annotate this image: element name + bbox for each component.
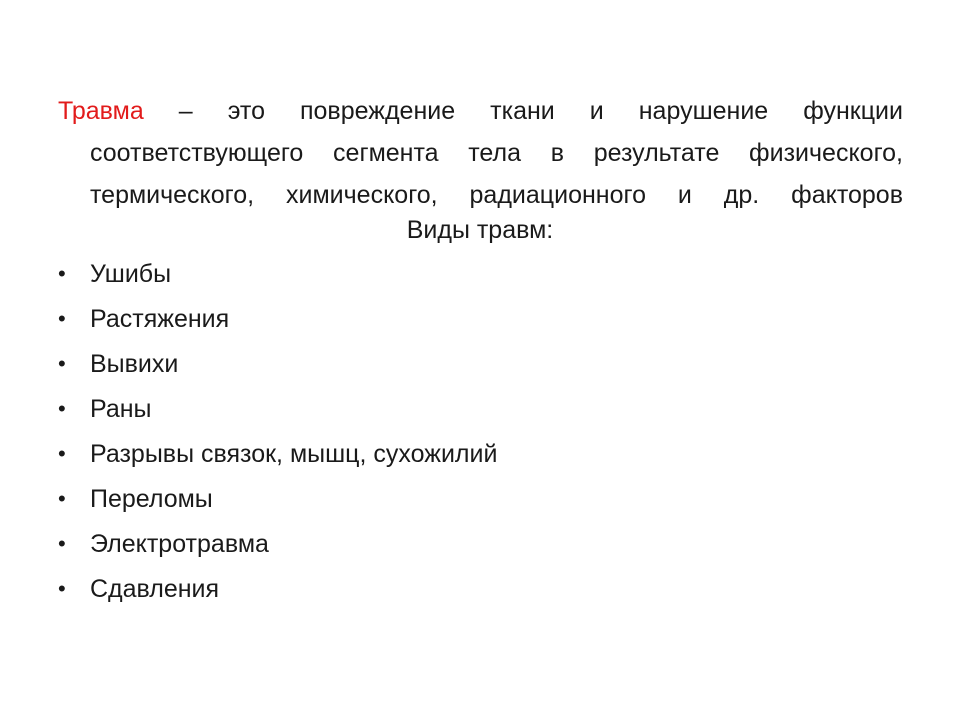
list-item (58, 523, 497, 568)
list-item (58, 298, 497, 343)
bullet-icon: • (58, 531, 66, 556)
list-item (58, 253, 497, 298)
list-item (58, 568, 497, 613)
subtitle-types: Виды травм: (406, 216, 554, 244)
definition-line-1-text: – это повреждение ткани и нарушение функции (143, 97, 903, 125)
list-item-label: Сдавления (90, 575, 220, 603)
list-item (58, 343, 497, 388)
list-item-label: Растяжения (90, 305, 230, 333)
bullet-icon: • (58, 261, 66, 286)
bullet-list (58, 253, 497, 613)
list-item (58, 433, 497, 478)
bullet-icon: • (58, 486, 66, 511)
list-item-label: Ушибы (90, 260, 172, 288)
bullet-icon: • (58, 576, 66, 601)
list-item-label: Разрывы связок, мышц, сухожилий (90, 440, 498, 468)
list-item-label: Электротравма (90, 530, 269, 558)
bullet-icon: • (58, 306, 66, 331)
list-item-label: Переломы (90, 485, 213, 513)
bullet-icon: • (58, 441, 66, 466)
bullet-icon: • (58, 396, 66, 421)
list-item-label: Вывихи (90, 350, 179, 378)
definition-term: Травма (58, 97, 144, 125)
definition-line-1 (58, 90, 903, 132)
list-item (58, 478, 497, 523)
definition-line-2: соответствующего сегмента тела в результате физического, (90, 139, 903, 167)
bullet-icon: • (58, 351, 66, 376)
list-item (58, 388, 497, 433)
definition-paragraph (58, 90, 903, 216)
list-item-label: Раны (90, 395, 152, 423)
definition-line-3: термического, химического, радиационного и др. факторов (90, 181, 903, 209)
